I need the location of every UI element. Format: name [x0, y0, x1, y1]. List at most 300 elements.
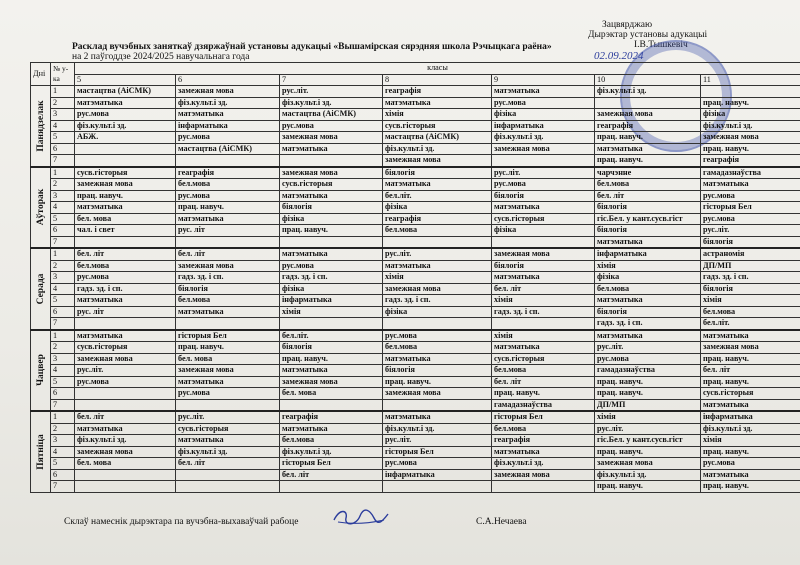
lesson-cell: матэматыка	[492, 342, 595, 354]
lesson-cell: фіз.культ.і зд.	[701, 423, 800, 435]
schedule-row	[31, 353, 800, 365]
lesson-cell: замежная мова	[595, 458, 701, 470]
lesson-cell: матэматыка	[492, 272, 595, 284]
lesson-cell: матэматыка	[75, 330, 176, 342]
schedule-row	[31, 225, 800, 237]
lesson-cell: сусв.гісторыя	[383, 120, 492, 132]
lesson-cell: фіз.культ.і зд.	[176, 97, 280, 109]
lesson-cell	[176, 155, 280, 167]
schedule-row	[31, 86, 800, 98]
lesson-cell: бел.мова	[701, 306, 800, 318]
lesson-cell: геаграфія	[701, 155, 800, 167]
lesson-number: 2	[51, 342, 75, 354]
schedule-row	[31, 167, 800, 179]
lesson-cell: прац. навуч.	[280, 353, 383, 365]
lesson-cell: рус.мова	[280, 260, 383, 272]
schedule-row	[31, 446, 800, 458]
lesson-cell: біялогія	[595, 202, 701, 214]
schedule-table	[30, 62, 800, 493]
day-label: Серада	[35, 273, 46, 305]
lesson-number: 2	[51, 260, 75, 272]
lesson-cell: бел. літ	[75, 411, 176, 423]
lesson-cell: матэматыка	[75, 97, 176, 109]
lesson-cell: замежная мова	[176, 260, 280, 272]
lesson-cell: фіз.культ.і зд.	[280, 97, 383, 109]
lesson-cell: бел.мова	[595, 179, 701, 191]
lesson-cell: рус.мова	[75, 272, 176, 284]
schedule-row	[31, 365, 800, 377]
lesson-cell: бел. мова	[280, 388, 383, 400]
lesson-cell: біялогія	[492, 190, 595, 202]
schedule-row	[31, 330, 800, 342]
schedule-row	[31, 143, 800, 155]
lesson-cell: фізіка	[492, 109, 595, 121]
lesson-cell: прац. навуч.	[595, 155, 701, 167]
lesson-cell: АБЖ.	[75, 132, 176, 144]
lesson-cell: замежная мова	[75, 446, 176, 458]
lesson-number: 7	[51, 318, 75, 330]
lesson-cell: матэматыка	[176, 213, 280, 225]
schedule-row	[31, 155, 800, 167]
lesson-cell: матэматыка	[383, 260, 492, 272]
subtitle-text: на 2 паўгоддзе 2024/2025 навучальнага года	[72, 52, 250, 62]
lesson-number: 5	[51, 132, 75, 144]
lesson-cell	[176, 469, 280, 481]
schedule-row	[31, 213, 800, 225]
lesson-cell: рус.літ.	[492, 167, 595, 179]
lesson-cell: рус.мова	[701, 458, 800, 470]
lesson-cell: бел.літ.	[383, 190, 492, 202]
lesson-cell: прац. навуч.	[595, 446, 701, 458]
lesson-cell: замежная мова	[492, 469, 595, 481]
lesson-number: 6	[51, 469, 75, 481]
lesson-cell: матэматыка	[176, 435, 280, 447]
lesson-cell: бел. літ	[492, 283, 595, 295]
lesson-cell: матэматыка	[383, 97, 492, 109]
lesson-cell: геаграфія	[383, 86, 492, 98]
lesson-cell: матэматыка	[701, 179, 800, 191]
lesson-cell: прац. навуч.	[701, 376, 800, 388]
lesson-cell: матэматыка	[75, 423, 176, 435]
lesson-cell: чал. і свет	[75, 225, 176, 237]
lesson-cell: інфарматыка	[176, 120, 280, 132]
schedule-row	[31, 318, 800, 330]
lesson-cell: інфарматыка	[492, 120, 595, 132]
lesson-cell	[492, 481, 595, 493]
lesson-cell	[75, 143, 176, 155]
lesson-cell: рус.мова	[492, 97, 595, 109]
lesson-cell: гіс.Бел. у кант.сусв.гіст	[595, 213, 701, 225]
lesson-cell: бел. літ	[701, 365, 800, 377]
lesson-cell	[280, 155, 383, 167]
schedule-row	[31, 109, 800, 121]
schedule-row	[31, 423, 800, 435]
grade-header: 6	[176, 74, 280, 86]
lesson-number: 6	[51, 225, 75, 237]
schedule-row	[31, 388, 800, 400]
lesson-cell: сусв.гісторыя	[701, 388, 800, 400]
lesson-cell: рус.мова	[701, 190, 800, 202]
lesson-cell: рус.літ.	[176, 411, 280, 423]
lesson-number: 4	[51, 365, 75, 377]
lesson-cell: рус.мова	[75, 376, 176, 388]
lesson-cell: фізіка	[280, 283, 383, 295]
lesson-cell: бел. мова	[75, 458, 176, 470]
lesson-cell	[383, 236, 492, 248]
lesson-cell: матэматыка	[383, 179, 492, 191]
lesson-cell: біялогія	[595, 306, 701, 318]
lesson-cell: біялогія	[280, 202, 383, 214]
lesson-cell	[280, 481, 383, 493]
lesson-cell: прац. навуч.	[701, 481, 800, 493]
lesson-cell: геаграфія	[280, 411, 383, 423]
lesson-cell: біялогія	[701, 236, 800, 248]
day-name	[31, 411, 51, 492]
lesson-number: 6	[51, 306, 75, 318]
lesson-cell: гіс.Бел. у кант.сусв.гіст	[595, 435, 701, 447]
lesson-cell	[280, 399, 383, 411]
schedule-body	[31, 86, 800, 493]
lesson-cell: бел. мова	[75, 213, 176, 225]
lesson-number: 3	[51, 435, 75, 447]
schedule-row	[31, 458, 800, 470]
lesson-cell	[176, 399, 280, 411]
schedule-row	[31, 411, 800, 423]
lesson-cell: гадз. зд. і сп.	[492, 306, 595, 318]
lesson-number: 7	[51, 155, 75, 167]
lesson-number: 4	[51, 283, 75, 295]
lesson-cell: матэматыка	[595, 143, 701, 155]
lesson-number: 7	[51, 236, 75, 248]
lesson-number: 4	[51, 202, 75, 214]
lesson-cell: сусв.гісторыя	[492, 213, 595, 225]
lesson-number: 5	[51, 295, 75, 307]
lesson-cell: рус.мова	[176, 388, 280, 400]
lesson-cell: рус.літ.	[383, 435, 492, 447]
lesson-cell: бел.мова	[492, 423, 595, 435]
grade-header: 8	[383, 74, 492, 86]
lesson-cell	[383, 481, 492, 493]
lesson-cell: бел.мова	[176, 295, 280, 307]
lesson-cell: геаграфія	[383, 213, 492, 225]
lesson-cell: геаграфія	[176, 167, 280, 179]
lesson-cell: інфарматыка	[595, 248, 701, 260]
grade-header: 10	[595, 74, 701, 86]
lesson-cell	[492, 318, 595, 330]
lesson-cell	[75, 388, 176, 400]
lesson-cell: рус. літ	[176, 225, 280, 237]
lesson-cell	[595, 97, 701, 109]
day-label: Чацвер	[35, 354, 46, 387]
lesson-number: 7	[51, 481, 75, 493]
day-name	[31, 167, 51, 249]
lesson-cell	[280, 236, 383, 248]
lesson-cell: прац. навуч.	[492, 388, 595, 400]
lesson-cell	[75, 236, 176, 248]
lesson-cell: прац. навуч.	[383, 376, 492, 388]
day-label: Панядзелак	[35, 100, 46, 152]
lesson-cell: прац. навуч.	[701, 97, 800, 109]
approval-date: 02.09.2024	[594, 50, 644, 62]
lesson-cell: замежная мова	[492, 143, 595, 155]
lesson-cell: матэматыка	[701, 399, 800, 411]
lesson-cell: рус.мова	[383, 458, 492, 470]
lesson-cell: гадз. зд. і сп.	[280, 272, 383, 284]
lesson-cell: матэматыка	[383, 353, 492, 365]
lesson-cell: замежная мова	[595, 109, 701, 121]
footer	[64, 517, 764, 527]
lesson-cell: бел. мова	[176, 353, 280, 365]
lesson-cell: біялогія	[383, 365, 492, 377]
lesson-number: 4	[51, 120, 75, 132]
lesson-cell: рус.мова	[75, 109, 176, 121]
lesson-cell: хімія	[280, 306, 383, 318]
approval-position: Дырэктар установы адукацыі	[588, 30, 708, 40]
lesson-cell	[176, 481, 280, 493]
lesson-number: 5	[51, 213, 75, 225]
lesson-cell: мастацтва (АіСМК)	[176, 143, 280, 155]
lesson-cell: замежная мова	[75, 353, 176, 365]
lesson-cell: чарчэнне	[595, 167, 701, 179]
lesson-number: 6	[51, 388, 75, 400]
lesson-cell: фіз.культ.і зд.	[595, 469, 701, 481]
schedule-row	[31, 435, 800, 447]
lesson-cell: прац. навуч.	[176, 202, 280, 214]
lesson-cell	[492, 155, 595, 167]
lesson-cell: фіз.культ.і зд.	[75, 435, 176, 447]
lesson-cell: фіз.культ.і зд.	[75, 120, 176, 132]
lesson-cell: гамадазнаўства	[492, 399, 595, 411]
lesson-cell: фізіка	[595, 272, 701, 284]
lesson-cell: рус.літ.	[75, 365, 176, 377]
lesson-cell: фіз.культ.і зд.	[383, 143, 492, 155]
lesson-cell: матэматыка	[75, 202, 176, 214]
lesson-cell: бел.мова	[383, 342, 492, 354]
schedule-row	[31, 248, 800, 260]
lesson-cell	[176, 318, 280, 330]
lesson-cell: замежная мова	[492, 248, 595, 260]
lesson-cell: рус.мова	[176, 132, 280, 144]
lesson-cell: замежная мова	[280, 376, 383, 388]
lesson-cell: гадз. зд. і сп.	[383, 295, 492, 307]
day-label: Пятніца	[35, 433, 46, 470]
lesson-cell: прац. навуч.	[701, 143, 800, 155]
lesson-cell: прац. навуч.	[176, 342, 280, 354]
schedule-row	[31, 295, 800, 307]
lesson-cell: геаграфія	[595, 120, 701, 132]
lesson-cell: матэматыка	[280, 423, 383, 435]
lesson-cell: замежная мова	[701, 342, 800, 354]
lesson-cell: матэматыка	[492, 446, 595, 458]
lesson-cell: гісторыя Бел	[701, 202, 800, 214]
schedule-row	[31, 97, 800, 109]
document-title	[72, 42, 612, 62]
lesson-cell: прац. навуч.	[280, 225, 383, 237]
lesson-cell: замежная мова	[280, 132, 383, 144]
schedule-row	[31, 272, 800, 284]
lesson-cell: гадз. зд. і сп.	[176, 272, 280, 284]
lesson-cell: бел.мова	[492, 365, 595, 377]
lesson-cell: бел. літ	[492, 376, 595, 388]
header-row-top	[31, 63, 800, 75]
lesson-cell: рус.мова	[701, 213, 800, 225]
lesson-cell: гісторыя Бел	[176, 330, 280, 342]
lesson-cell: хімія	[383, 272, 492, 284]
lesson-cell: хімія	[492, 295, 595, 307]
lesson-cell: матэматыка	[280, 248, 383, 260]
lesson-cell: замежная мова	[701, 132, 800, 144]
lesson-number: 3	[51, 353, 75, 365]
schedule-row	[31, 399, 800, 411]
schedule-row	[31, 236, 800, 248]
lesson-cell: хімія	[383, 109, 492, 121]
lesson-cell: фіз.культ.і зд.	[383, 423, 492, 435]
schedule-row	[31, 306, 800, 318]
lesson-cell: бел. літ	[176, 458, 280, 470]
lesson-cell: матэматыка	[383, 411, 492, 423]
lesson-cell: фізіка	[383, 202, 492, 214]
lesson-cell	[75, 155, 176, 167]
day-name	[31, 330, 51, 412]
lesson-cell: матэматыка	[176, 306, 280, 318]
lesson-cell	[176, 236, 280, 248]
lesson-cell: хімія	[595, 411, 701, 423]
lesson-cell	[383, 318, 492, 330]
header-days: Дні	[31, 63, 51, 86]
lesson-cell: рус. літ	[75, 306, 176, 318]
lesson-cell: прац. навуч.	[595, 481, 701, 493]
lesson-cell: сусв.гісторыя	[280, 179, 383, 191]
schedule-row	[31, 469, 800, 481]
lesson-cell: прац. навуч.	[75, 190, 176, 202]
lesson-cell: прац. навуч.	[595, 132, 701, 144]
lesson-cell: матэматыка	[492, 202, 595, 214]
title-text: Расклад вучэбных заняткаў дзяржаўнай установы адукацыі «Вышамірская сярэдняя школа Рэчыцкага раёна»	[72, 42, 552, 52]
lesson-cell: гадз. зд. і сп.	[701, 272, 800, 284]
lesson-number: 6	[51, 143, 75, 155]
lesson-cell	[75, 318, 176, 330]
lesson-cell: фіз.культ.і зд.	[595, 86, 701, 98]
lesson-cell: матэматыка	[701, 469, 800, 481]
lesson-cell: замежная мова	[176, 86, 280, 98]
lesson-cell: замежная мова	[383, 388, 492, 400]
grade-header: 9	[492, 74, 595, 86]
lesson-number: 3	[51, 109, 75, 121]
lesson-number: 5	[51, 376, 75, 388]
schedule-row	[31, 283, 800, 295]
lesson-number: 7	[51, 399, 75, 411]
lesson-cell	[383, 399, 492, 411]
lesson-cell: рус.мова	[280, 120, 383, 132]
lesson-cell: бел.мова	[176, 179, 280, 191]
lesson-cell: матэматыка	[595, 236, 701, 248]
lesson-cell: замежная мова	[383, 155, 492, 167]
lesson-cell: замежная мова	[280, 167, 383, 179]
lesson-cell: матэматыка	[280, 143, 383, 155]
header-classes: класы	[75, 63, 800, 75]
lesson-cell: гісторыя Бел	[383, 446, 492, 458]
lesson-cell: гадз. зд. і сп.	[595, 318, 701, 330]
lesson-cell: бел.мова	[383, 225, 492, 237]
lesson-cell: сусв.гісторыя	[492, 353, 595, 365]
lesson-cell: прац. навуч.	[701, 446, 800, 458]
header-lesson-number: № у-ка	[51, 63, 75, 86]
lesson-number: 3	[51, 190, 75, 202]
lesson-number: 3	[51, 272, 75, 284]
lesson-cell: хімія	[701, 435, 800, 447]
lesson-cell: мастацтва (АіСМК)	[75, 86, 176, 98]
lesson-cell	[75, 481, 176, 493]
lesson-cell: бел.літ.	[701, 318, 800, 330]
lesson-cell: біялогія	[492, 260, 595, 272]
lesson-cell: біялогія	[701, 283, 800, 295]
lesson-cell: рус.мова	[383, 330, 492, 342]
day-label: Аўторак	[35, 189, 46, 226]
lesson-cell: гамадазнаўства	[595, 365, 701, 377]
lesson-cell: бел. літ	[280, 469, 383, 481]
lesson-cell: сусв.гісторыя	[176, 423, 280, 435]
schedule-row	[31, 132, 800, 144]
lesson-cell: фізіка	[383, 306, 492, 318]
lesson-cell: прац. навуч.	[701, 353, 800, 365]
lesson-cell: матэматыка	[176, 376, 280, 388]
lesson-cell: фіз.культ.і зд.	[280, 446, 383, 458]
approval-heading: Зацвярджаю	[602, 20, 653, 30]
schedule-row	[31, 481, 800, 493]
lesson-cell: матэматыка	[595, 330, 701, 342]
lesson-cell: астраномія	[701, 248, 800, 260]
grade-header: 5	[75, 74, 176, 86]
lesson-cell: хімія	[701, 295, 800, 307]
schedule-row	[31, 376, 800, 388]
lesson-number: 2	[51, 179, 75, 191]
schedule-row	[31, 342, 800, 354]
lesson-cell: хімія	[595, 260, 701, 272]
lesson-cell: гамадазнаўства	[701, 167, 800, 179]
lesson-cell: матэматыка	[701, 330, 800, 342]
lesson-number: 1	[51, 411, 75, 423]
lesson-cell: геаграфія	[492, 435, 595, 447]
lesson-cell: прац. навуч.	[595, 376, 701, 388]
lesson-cell: біялогія	[383, 167, 492, 179]
lesson-number: 1	[51, 330, 75, 342]
lesson-cell: замежная мова	[383, 283, 492, 295]
lesson-cell	[75, 399, 176, 411]
lesson-cell: бел. літ	[595, 190, 701, 202]
lesson-cell: ДП/МП	[595, 399, 701, 411]
lesson-cell: фізіка	[701, 109, 800, 121]
lesson-cell: біялогія	[176, 283, 280, 295]
lesson-cell: матэматыка	[595, 295, 701, 307]
lesson-cell: сусв.гісторыя	[75, 167, 176, 179]
lesson-cell: мастацтва (АіСМК)	[280, 109, 383, 121]
lesson-cell: фіз.культ.і зд.	[701, 120, 800, 132]
lesson-number: 1	[51, 167, 75, 179]
lesson-cell: гісторыя Бел	[280, 458, 383, 470]
lesson-cell: фіз.культ.і зд.	[492, 132, 595, 144]
lesson-number: 2	[51, 423, 75, 435]
footer-signatory: С.А.Нечаева	[476, 517, 527, 527]
lesson-cell: бел.літ.	[280, 330, 383, 342]
lesson-cell: матэматыка	[280, 190, 383, 202]
lesson-cell: мастацтва (АіСМК)	[383, 132, 492, 144]
lesson-number: 2	[51, 97, 75, 109]
lesson-cell: інфарматыка	[280, 295, 383, 307]
grade-header: 7	[280, 74, 383, 86]
lesson-cell: рус.літ.	[595, 342, 701, 354]
lesson-number: 4	[51, 446, 75, 458]
schedule-row	[31, 202, 800, 214]
